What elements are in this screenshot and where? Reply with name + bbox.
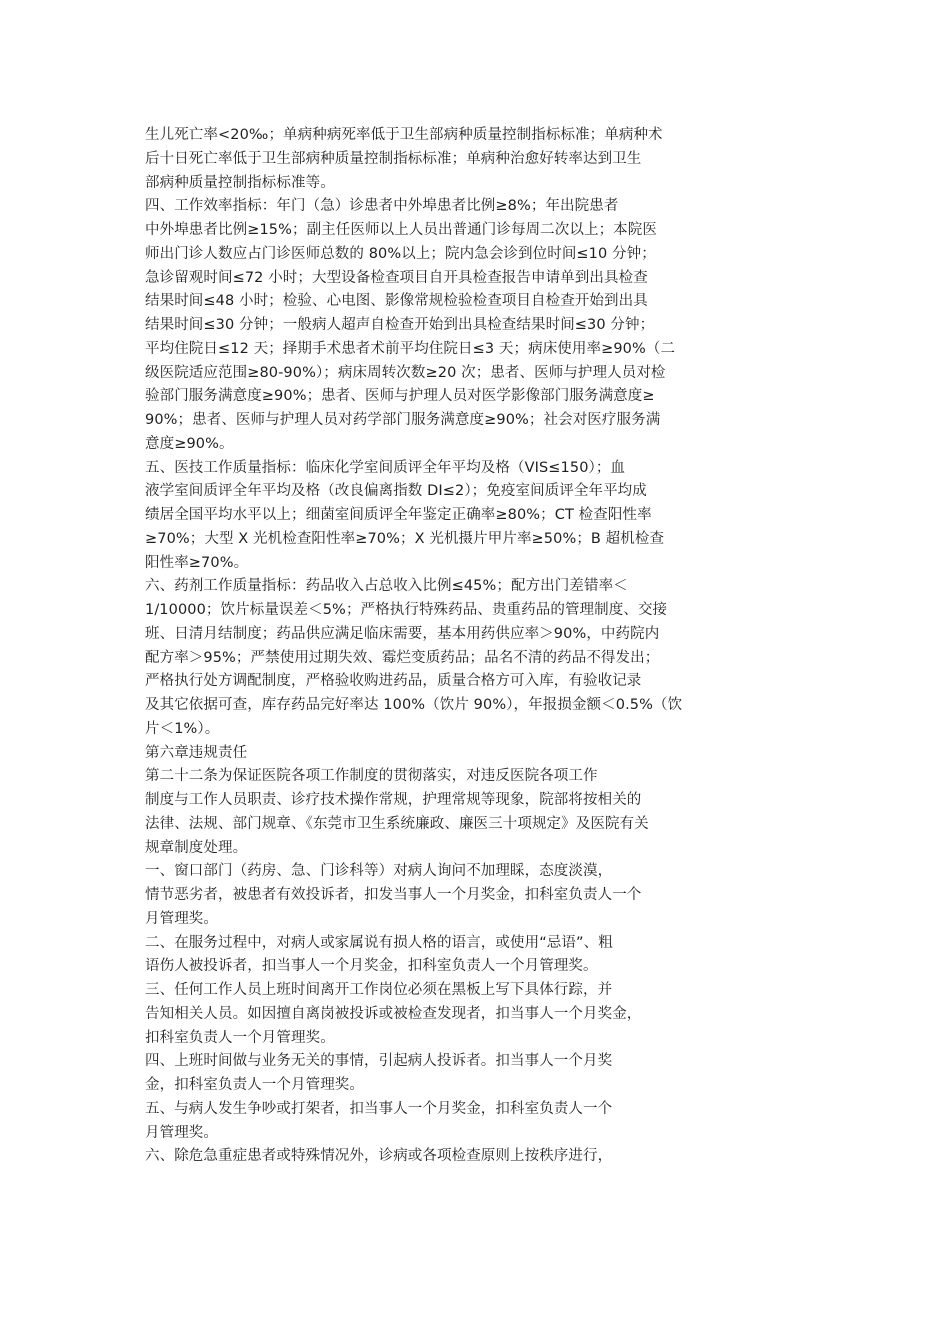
text-line: 急诊留观时间≤72 小时；大型设备检查项目自开具检查报告申请单到出具检查	[145, 269, 648, 286]
text-line: 六、药剂工作质量指标：药品收入占总收入比例≤45%；配方出门差错率＜	[145, 578, 628, 595]
document-body	[145, 124, 755, 1169]
text-line: 结果时间≤48 小时；检验、心电图、影像常规检验检查项目自检查开始到出具	[145, 293, 648, 310]
text-line: 90%；患者、医师与护理人员对药学部门服务满意度≥90%；社会对医疗服务满	[145, 412, 661, 428]
text-line: 六、除危急重症患者或特殊情况外，诊病或各项检查原则上按秩序进行，	[145, 1148, 613, 1165]
text-line: 制度与工作人员职责、诊疗技术操作常规，护理常规等现象，院部将按相关的	[145, 792, 642, 808]
text-line: 片＜1%）。	[145, 720, 220, 737]
text-line: 告知相关人员。如因擅自离岗被投诉或被检查发现者，扣当事人一个月奖金，	[145, 1005, 642, 1022]
text-line: 师出门诊人数应占门诊医师总数的 80%以上；院内急会诊到位时间≤10 分钟；	[145, 245, 656, 262]
text-line: 语伤人被投诉者，扣当事人一个月奖金，扣科室负责人一个月管理奖。	[145, 958, 598, 975]
text-line: 生儿死亡率<20‰；单病种病死率低于卫生部病种质量控制指标标准；单病种术	[145, 127, 663, 143]
text-line: 四、上班时间做与业务无关的事情，引起病人投诉者。扣当事人一个月奖	[145, 1053, 613, 1070]
text-line: 规章制度处理。	[145, 839, 248, 856]
text-line: 法律、法规、部门规章、《东莞市卫生系统廉政、廉医三十项规定》及医院有关	[145, 815, 649, 832]
text-line: 阳性率≥70%。	[145, 554, 249, 571]
text-line: 及其它依据可查，库存药品完好率达 100%（饮片 90%），年报损金额＜0.5%（饮	[145, 697, 683, 713]
text-line: 月管理奖。	[145, 1124, 218, 1141]
text-line: 月管理奖。	[145, 910, 218, 927]
text-line: 金，扣科室负责人一个月管理奖。	[145, 1077, 364, 1093]
text-line: 五、与病人发生争吵或打架者，扣当事人一个月奖金，扣科室负责人一个	[145, 1100, 613, 1117]
text-line: 情节恶劣者，被患者有效投诉者，扣发当事人一个月奖金，扣科室负责人一个	[145, 887, 642, 903]
text-line: 第二十二条为保证医院各项工作制度的贯彻落实，对违反医院各项工作	[145, 768, 598, 785]
text-line: 扣科室负责人一个月管理奖。	[145, 1029, 335, 1046]
text-line: 配方率＞95%；严禁使用过期失效、霉烂变质药品；品名不清的药品不得发出；	[145, 649, 660, 666]
text-line: 二、在服务过程中，对病人或家属说有损人格的语言，或使用“忌语”、粗	[145, 934, 613, 951]
text-line: 严格执行处方调配制度，严格验收购进药品，质量合格方可入库，有验收记录	[145, 673, 642, 690]
text-line: 级医院适应范围≥80-90%）；病床周转次数≥20 次；患者、医师与护理人员对检	[145, 364, 666, 381]
text-line: 部病种质量控制指标标准等。	[145, 174, 335, 191]
text-line: 验部门服务满意度≥90%；患者、医师与护理人员对医学影像部门服务满意度≥	[145, 388, 655, 405]
text-line: 后十日死亡率低于卫生部病种质量控制指标标准；单病种治愈好转率达到卫生	[145, 150, 642, 167]
text-line: 四、工作效率指标：年门（急）诊患者中外埠患者比例≥8%；年出院患者	[145, 198, 619, 215]
text-line: 三、任何工作人员上班时间离开工作岗位必须在黑板上写下具体行踪，并	[145, 982, 613, 998]
text-line: 结果时间≤30 分钟；一般病人超声自检查开始到出具检查结果时间≤30 分钟；	[145, 317, 655, 333]
text-line: 五、医技工作质量指标：临床化学室间质评全年平均及格（VIS≤150）；血	[145, 459, 626, 476]
text-line: 一、窗口部门（药房、急、门诊科等）对病人询问不加理睬，态度淡漠，	[145, 863, 613, 880]
section-heading: 第六章违规责任	[145, 744, 248, 761]
text-line: 意度≥90%。	[145, 435, 234, 452]
text-line: ≥70%；大型 X 光机检查阳性率≥70%；X 光机摄片甲片率≥50%；B 超机检查	[145, 530, 665, 547]
text-line: 中外埠患者比例≥15%；副主任医师以上人员出普通门诊每周二次以上；本院医	[145, 222, 657, 238]
text-line: 绩居全国平均水平以上；细菌室间质评全年鉴定正确率≥80%；CT 检查阳性率	[145, 507, 652, 523]
text-line: 1/10000；饮片标量误差＜5%；严格执行特殊药品、贵重药品的管理制度、交接	[145, 602, 668, 618]
text-line: 平均住院日≤12 天；择期手术患者术前平均住院日≤3 天；病床使用率≥90%（二	[145, 340, 676, 357]
text-line: 班、日清月结制度；药品供应满足临床需要，基本用药供应率＞90%，中药院内	[145, 625, 660, 642]
text-line: 液学室间质评全年平均及格（改良偏离指数 DI≤2）；免疫室间质评全年平均成	[145, 483, 647, 500]
